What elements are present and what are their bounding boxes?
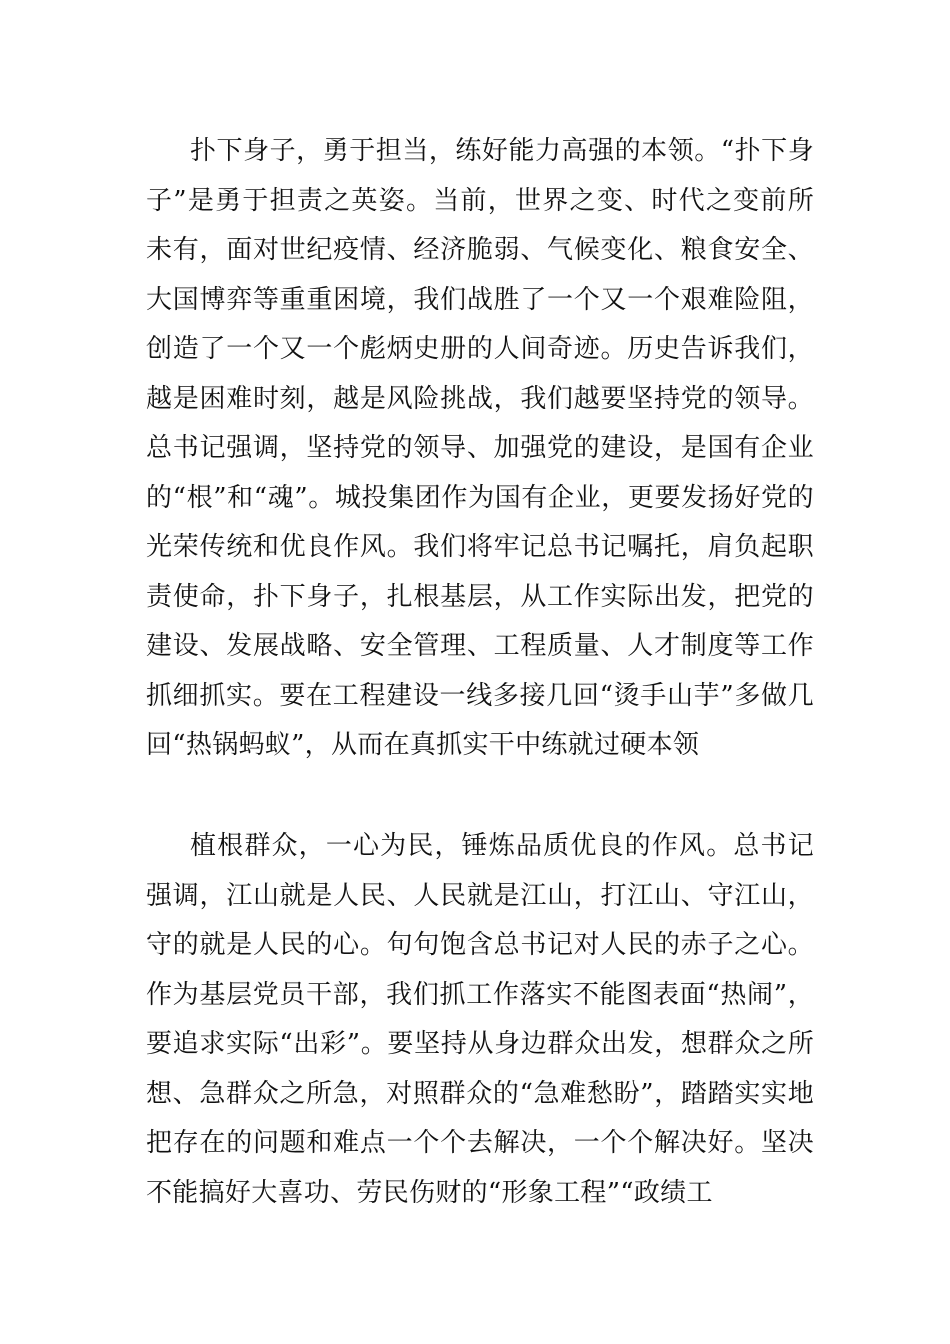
paragraph-1: 扑下身子，勇于担当，练好能力高强的本领。“扑下身子”是勇于担责之英姿。当前，世界之变、时代之变前所未有，面对世纪疫情、经济脆弱、气候变化、粮食安全、大国博弈等重重困境，我们战胜了一个又一个艰难险阻，创造了一个又一个彪炳史册的人间奇迹。历史告诉我们，越是困难时刻，越是风险挑战，我们越要坚持党的领导。总书记强调，坚持党的领导、加强党的建设，是国有企业的“根”和“魂”。城投集团作为国有企业，更要发扬好党的光荣传统和优良作风。我们将牢记总书记嘱托，肩负起职责使命，扑下身子，扎根基层，从工作实际出发，把党的建设、发展战略、安全管理、工程质量、人才制度等工作抓细抓实。要在工程建设一线多接几回“烫手山芋”多做几回“热锅蚂蚁”，从而在真抓实干中练就过硬本领	[146, 136, 814, 760]
paragraph-2: 植根群众，一心为民，锤炼品质优良的作风。总书记强调，江山就是人民、人民就是江山，打江山、守江山，守的就是人民的心。句句饱含总书记对人民的赤子之心。作为基层党员干部，我们抓工作落实不能图表面“热闹”，要追求实际“出彩”。要坚持从身边群众出发，想群众之所想、急群众之所急，对照群众的“急难愁盼”，踏踏实实地把存在的问题和难点一个个去解决，一个个解决好。坚决不能搞好大喜功、劳民伤财的“形象工程”“政绩工	[146, 831, 814, 1208]
